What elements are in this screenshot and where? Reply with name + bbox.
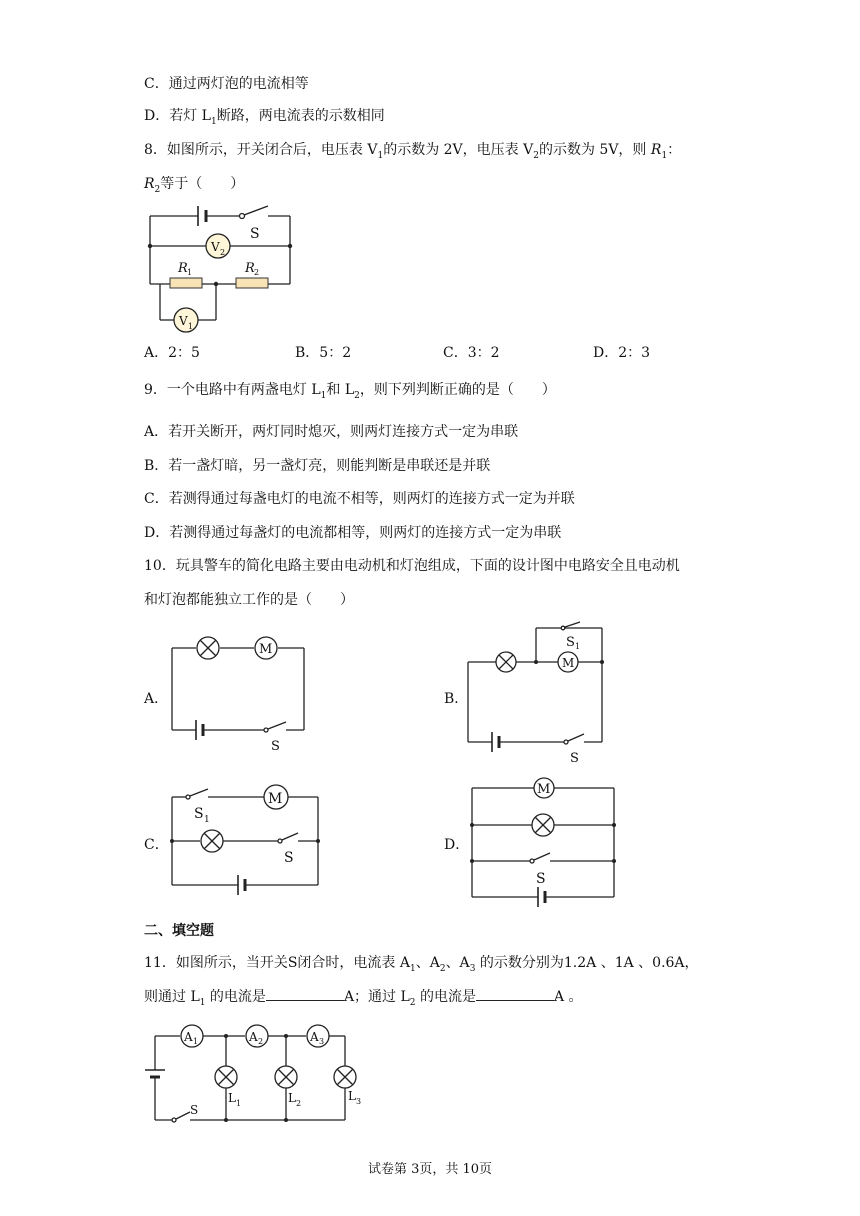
svg-text:1: 1: [187, 268, 193, 277]
page-footer: 试卷第 3页，共 10页: [367, 1162, 493, 1177]
q10-stem: 10．玩具警车的简化电路主要由电动机和灯泡组成，下面的设计图中电路安全且电动机: [144, 558, 680, 574]
svg-text:S: S: [271, 739, 280, 754]
q8-option-b: B．5：2: [295, 345, 352, 361]
svg-text:S: S: [194, 806, 204, 822]
svg-text:L: L: [228, 1091, 236, 1105]
svg-text:1: 1: [188, 322, 194, 331]
resistor-r2: [236, 278, 268, 288]
q9-option-c: C．若测得通过每盏电灯的电流不相等，则两灯的连接方式一定为并联: [144, 491, 575, 507]
answer-blank-2[interactable]: [476, 986, 554, 1001]
q10-stem-line2: 和灯泡都能独立工作的是（ ）: [144, 592, 354, 608]
q9-option-b: B．若一盏灯暗，另一盏灯亮，则能判断是串联还是并联: [144, 458, 491, 474]
svg-text:V: V: [179, 314, 188, 328]
svg-text:1: 1: [193, 1037, 199, 1046]
q8-option-a: A．2：5: [144, 345, 200, 361]
svg-text:R: R: [178, 261, 188, 276]
svg-text:3: 3: [356, 1097, 362, 1106]
svg-text:S: S: [566, 635, 575, 650]
svg-text:A: A: [184, 1030, 193, 1044]
svg-text:1: 1: [575, 642, 581, 651]
q10-circuit-d: [466, 775, 626, 910]
q10-circuit-b: [462, 622, 612, 767]
q8-stem-line2: $R_2$等于（ ）: [144, 176, 245, 195]
q8-stem: 8．如图所示，开关闭合后，电压表 $V_1$的示数为 2V，电压表 $V_2$的示数为 5V，则 $R_1$：: [144, 142, 682, 161]
svg-text:L: L: [288, 1091, 296, 1105]
svg-text:M: M: [268, 791, 283, 807]
q10-circuit-c: [166, 780, 326, 895]
svg-text:L: L: [348, 1089, 356, 1103]
svg-text:2: 2: [254, 268, 260, 277]
svg-text:1: 1: [204, 815, 210, 825]
svg-text:V: V: [211, 240, 220, 254]
q9-stem: 9．一个电路中有两盏电灯 $L_1$和 $L_2$，则下列判断正确的是（ ）: [144, 382, 556, 401]
q10-label-a: A．: [144, 691, 169, 707]
svg-text:A: A: [249, 1030, 258, 1044]
q8-switch-label: S: [250, 226, 260, 242]
section-heading: 二、填空题: [144, 923, 214, 939]
q10-label-c: C．: [144, 837, 169, 853]
q8-option-c: C．3：2: [443, 345, 500, 361]
svg-text:S: S: [190, 1103, 199, 1117]
q9-option-d: D．若测得通过每盏灯的电流都相等，则两灯的连接方式一定为串联: [144, 525, 562, 541]
svg-text:S: S: [536, 871, 546, 887]
q11-stem: 11．如图所示，当开关S闭合时，电流表 $A_1$、$A_2$、$A_3$ 的示数分别为1.2A 、1A 、0.6A，: [144, 955, 699, 974]
q9-option-a: A．若开关断开，两灯同时熄灭，则两灯连接方式一定为串联: [144, 424, 519, 440]
svg-text:2: 2: [220, 248, 226, 257]
q8-circuit-diagram: [140, 198, 310, 338]
q7-option-c: C．通过两灯泡的电流相等: [144, 76, 309, 92]
svg-text:3: 3: [319, 1037, 325, 1046]
q11-circuit-diagram: [150, 1020, 375, 1130]
svg-text:1: 1: [236, 1099, 242, 1108]
q8-option-d: D．2：3: [593, 345, 651, 361]
q7-option-d: D．若灯 $L_1$断路，两电流表的示数相同: [144, 108, 385, 127]
q10-label-b: B．: [444, 691, 469, 707]
q10-label-d: D．: [444, 837, 470, 853]
svg-text:M: M: [537, 782, 551, 797]
svg-text:M: M: [259, 642, 273, 657]
q11-stem-line2: 则通过 $L_1$ 的电流是 A；通过 $L_2$ 的电流是 A 。: [144, 986, 583, 1013]
answer-blank-1[interactable]: [266, 986, 344, 1001]
svg-text:R: R: [245, 261, 255, 276]
svg-text:A: A: [310, 1030, 319, 1044]
q10-circuit-a: [168, 630, 313, 765]
svg-text:S: S: [284, 850, 294, 866]
svg-text:M: M: [562, 656, 575, 670]
svg-text:S: S: [570, 751, 579, 766]
resistor-r1: [170, 278, 202, 288]
svg-text:2: 2: [296, 1099, 302, 1108]
svg-text:2: 2: [258, 1037, 264, 1046]
